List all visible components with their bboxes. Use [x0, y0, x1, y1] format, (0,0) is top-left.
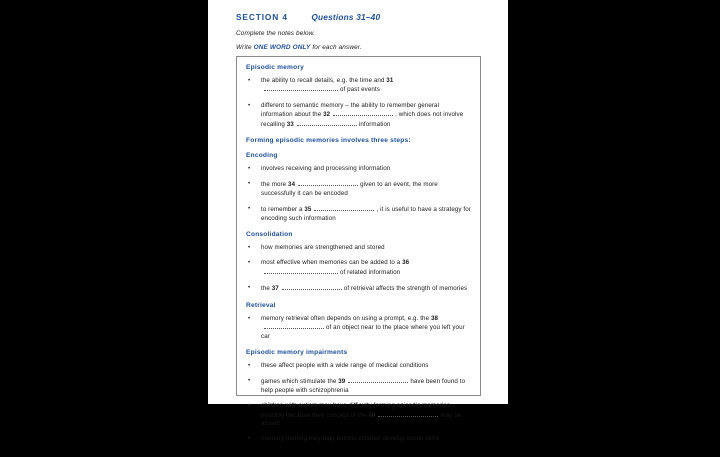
notes-bullet [246, 165, 471, 173]
notes-bullet [246, 259, 471, 277]
bullet-marker-icon: • [248, 435, 251, 443]
document-page [208, 0, 508, 443]
section-label: SECTION 4 [236, 12, 288, 22]
notes-section-heading: Consolidation [246, 231, 293, 239]
instruction-emphasis: ONE WORD ONLY [253, 44, 311, 51]
notes-section-heading: Encoding [246, 152, 278, 160]
question-number: 31 [386, 77, 394, 84]
bullet-text-fragment: of retrieval affects the strength of memories [343, 285, 468, 293]
questions-range: Questions 31–40 [311, 12, 381, 22]
question-number: 40 [368, 411, 376, 419]
bullet-text-fragment: these affect people with a wide range of medical conditions [261, 361, 429, 369]
bullet-text-fragment: the ability to recall details, e.g. the time and [261, 77, 387, 84]
instruction-one-word-only [236, 44, 362, 51]
instruction-prefix: Write [236, 44, 254, 51]
bullet-text [261, 362, 471, 370]
bullet-marker-icon: • [248, 402, 251, 410]
bullet-text [261, 315, 471, 341]
notes-bullet [246, 362, 471, 370]
notes-section-heading: Episodic memory impairments [246, 348, 348, 356]
bullet-text-fragment: most effective when memories can be added to a [261, 259, 403, 267]
notes-content [237, 57, 480, 457]
answer-blank[interactable] [297, 120, 357, 126]
document-page-content [208, 0, 508, 443]
question-number: 34 [288, 181, 296, 189]
bullet-marker-icon: • [248, 165, 251, 173]
notes-bullet [246, 402, 471, 428]
bullet-text [261, 205, 471, 223]
question-number: 35 [304, 206, 312, 214]
bullet-text-fragment: memory training may help autistic children develop social skills [261, 435, 440, 443]
bullet-text-fragment: to remember a [261, 206, 305, 214]
bullet-text-fragment: games which stimulate the [261, 378, 339, 386]
bullet-text-fragment: the more [261, 181, 289, 189]
answer-blank[interactable] [264, 85, 338, 91]
notes-bullet [246, 102, 471, 129]
question-number: 33 [286, 120, 294, 128]
bullet-text-fragment: , it is useful to have a strategy for encoding such information [261, 206, 471, 222]
instruction-suffix: for each answer. [310, 44, 362, 51]
section-header [236, 11, 491, 22]
bullet-marker-icon: • [248, 180, 251, 188]
answer-blank[interactable] [298, 180, 358, 186]
bullet-text [261, 435, 471, 443]
bullet-text-fragment: memory retrieval often depends on using a prompt, e.g. the [261, 314, 431, 322]
answer-blank[interactable] [378, 411, 438, 417]
bullet-text-fragment: may be absent [261, 411, 462, 427]
bullet-text [261, 102, 471, 129]
notes-bullet [246, 435, 471, 443]
question-number: 38 [430, 314, 439, 322]
bullet-marker-icon: • [248, 244, 251, 252]
bullet-text-fragment: of an object near to the place where you left your car [261, 324, 465, 340]
bullet-text [261, 377, 471, 395]
bullet-text-fragment: of related information [340, 268, 401, 276]
bullet-text [261, 259, 471, 277]
answer-blank[interactable] [348, 377, 408, 383]
bullet-marker-icon: • [248, 101, 251, 109]
bullet-text [261, 165, 471, 173]
question-number: 32 [323, 111, 331, 119]
bullet-text-fragment: given to an event, the more successfully it can be encoded [261, 181, 438, 197]
bullet-text-fragment: information [358, 120, 391, 128]
bullet-marker-icon: • [248, 205, 251, 213]
bullet-text [261, 77, 471, 95]
bullet-marker-icon: • [248, 314, 251, 322]
notes-bullet [246, 315, 471, 341]
bullet-marker-icon: • [248, 77, 251, 84]
answer-blank[interactable] [314, 205, 374, 211]
bullet-marker-icon: • [248, 377, 251, 385]
notes-bullet [246, 284, 471, 293]
answer-blank[interactable] [264, 323, 324, 329]
bullet-text [261, 284, 471, 293]
section-header-row [236, 11, 491, 22]
notes-section-heading: Retrieval [246, 301, 276, 309]
bullet-marker-icon: • [248, 284, 251, 292]
answer-blank[interactable] [264, 268, 338, 274]
bullet-text-fragment: different to semantic memory – the ability to remember general information about the [261, 101, 440, 119]
bullet-text-fragment: of past events [340, 86, 380, 94]
notes-section-heading: Forming episodic memories involves three steps: [246, 137, 411, 145]
bullet-text-fragment: involves receiving and processing information [261, 165, 391, 173]
question-number: 39 [338, 378, 346, 386]
bullet-text [261, 402, 471, 428]
bullet-text-fragment: have been found to help people with schizophrenia [261, 378, 466, 394]
bullet-text-fragment: the [261, 285, 272, 293]
bullet-text [261, 180, 471, 198]
notes-section-heading: Episodic memory [246, 64, 304, 71]
question-number: 37 [271, 285, 279, 293]
notes-bullet [246, 205, 471, 223]
instruction-complete-notes: Complete the notes below. [236, 30, 316, 37]
bullet-marker-icon: • [248, 259, 251, 267]
answer-blank[interactable] [333, 110, 393, 116]
notes-box [236, 56, 481, 443]
bullet-text-fragment: children with autism may have difficulty forming episodic memories – possibly because their concept of the [261, 402, 456, 419]
question-number: 36 [402, 259, 410, 267]
bullet-text-fragment: , which does not involve recalling [261, 111, 464, 128]
notes-bullet [246, 77, 471, 95]
notes-bullet [246, 180, 471, 198]
answer-blank[interactable] [282, 284, 342, 290]
notes-bullet [246, 244, 471, 252]
notes-bullet [246, 377, 471, 395]
bullet-marker-icon: • [248, 361, 251, 369]
bullet-text [261, 244, 471, 252]
bullet-text-fragment: how memories are strengthened and stored [261, 244, 385, 252]
